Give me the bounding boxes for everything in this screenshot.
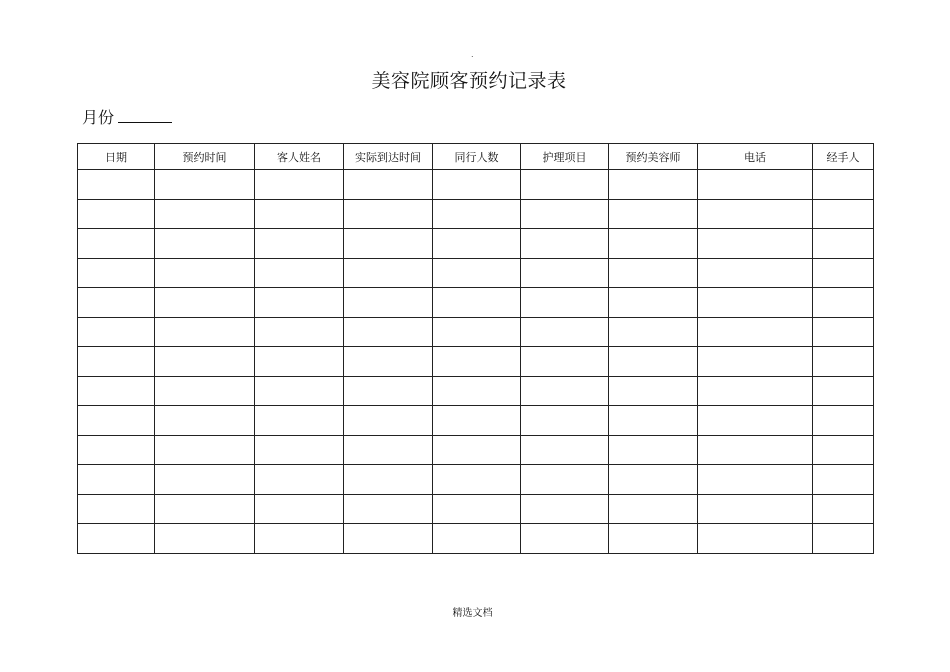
table-cell[interactable]	[155, 406, 255, 436]
table-cell[interactable]	[255, 406, 344, 436]
table-cell[interactable]	[344, 524, 433, 554]
table-row	[78, 465, 874, 495]
table-cell[interactable]	[433, 494, 521, 524]
table-header-row	[78, 144, 874, 170]
table-cell[interactable]	[78, 376, 155, 406]
table-row	[78, 288, 874, 318]
table-cell[interactable]	[433, 524, 521, 554]
table-cell[interactable]	[255, 494, 344, 524]
column-header-beautician: 预约美容师	[609, 144, 698, 170]
table-cell[interactable]	[344, 317, 433, 347]
column-header-arrival-time: 实际到达时间	[344, 144, 433, 170]
table-cell[interactable]	[78, 435, 155, 465]
month-field	[82, 105, 172, 128]
table-cell[interactable]	[433, 229, 521, 259]
table-cell[interactable]	[813, 435, 874, 465]
table-cell[interactable]	[255, 199, 344, 229]
table-cell[interactable]	[521, 229, 609, 259]
table-cell[interactable]	[698, 494, 813, 524]
table-cell[interactable]	[155, 170, 255, 200]
table-cell[interactable]	[609, 258, 698, 288]
month-label: 月份	[82, 108, 115, 127]
column-header-handler: 经手人	[813, 144, 874, 170]
page-title: 美容院顾客预约记录表	[371, 70, 567, 92]
table-cell[interactable]	[609, 435, 698, 465]
table-cell[interactable]	[609, 406, 698, 436]
table-row	[78, 170, 874, 200]
table-cell[interactable]	[255, 170, 344, 200]
table-cell[interactable]	[813, 494, 874, 524]
table-cell[interactable]	[698, 465, 813, 495]
table-cell[interactable]	[698, 435, 813, 465]
table-cell[interactable]	[344, 406, 433, 436]
table-cell[interactable]	[813, 376, 874, 406]
table-row	[78, 406, 874, 436]
table-cell[interactable]	[155, 347, 255, 377]
table-row	[78, 317, 874, 347]
table-cell[interactable]	[521, 406, 609, 436]
table-cell[interactable]	[609, 288, 698, 318]
table-cell[interactable]	[344, 435, 433, 465]
table-cell[interactable]	[698, 258, 813, 288]
table-cell[interactable]	[344, 258, 433, 288]
table-cell[interactable]	[698, 347, 813, 377]
column-header-date: 日期	[78, 144, 155, 170]
table-cell[interactable]	[521, 170, 609, 200]
table-cell[interactable]	[698, 229, 813, 259]
table-cell[interactable]	[344, 376, 433, 406]
table-cell[interactable]	[813, 258, 874, 288]
table-cell[interactable]	[813, 317, 874, 347]
table-cell[interactable]	[813, 288, 874, 318]
table-cell[interactable]	[521, 347, 609, 377]
table-cell[interactable]	[609, 465, 698, 495]
table-cell[interactable]	[255, 317, 344, 347]
column-header-companions: 同行人数	[433, 144, 521, 170]
table-cell[interactable]	[813, 170, 874, 200]
table-cell[interactable]	[609, 229, 698, 259]
table-cell[interactable]	[433, 406, 521, 436]
table-cell[interactable]	[78, 347, 155, 377]
table-row	[78, 376, 874, 406]
table-cell[interactable]	[433, 435, 521, 465]
table-cell[interactable]	[433, 376, 521, 406]
month-blank-line	[118, 108, 172, 123]
table-cell[interactable]	[433, 465, 521, 495]
table-cell[interactable]	[344, 288, 433, 318]
table-cell[interactable]	[255, 465, 344, 495]
table-row	[78, 494, 874, 524]
table-cell[interactable]	[155, 494, 255, 524]
table-cell[interactable]	[255, 376, 344, 406]
table-cell[interactable]	[609, 494, 698, 524]
table-cell[interactable]	[255, 288, 344, 318]
table-cell[interactable]	[698, 199, 813, 229]
table-cell[interactable]	[344, 347, 433, 377]
table-cell[interactable]	[344, 494, 433, 524]
table-cell[interactable]	[78, 524, 155, 554]
table-cell[interactable]	[609, 524, 698, 554]
table-cell[interactable]	[433, 258, 521, 288]
table-row	[78, 229, 874, 259]
table-cell[interactable]	[155, 524, 255, 554]
table-body	[78, 170, 874, 554]
table-cell[interactable]	[698, 524, 813, 554]
table-cell[interactable]	[78, 258, 155, 288]
table-cell[interactable]	[255, 524, 344, 554]
table-cell[interactable]	[155, 317, 255, 347]
table-cell[interactable]	[155, 465, 255, 495]
table-cell[interactable]	[521, 435, 609, 465]
table-cell[interactable]	[78, 229, 155, 259]
table-cell[interactable]	[521, 258, 609, 288]
table-cell[interactable]	[155, 229, 255, 259]
column-header-treatment: 护理项目	[521, 144, 609, 170]
table-cell[interactable]	[78, 465, 155, 495]
column-header-appointment-time: 预约时间	[155, 144, 255, 170]
table-cell[interactable]	[255, 435, 344, 465]
table-cell[interactable]	[155, 435, 255, 465]
table-row	[78, 347, 874, 377]
table-cell[interactable]	[698, 317, 813, 347]
table-row	[78, 258, 874, 288]
table-row	[78, 524, 874, 554]
table-cell[interactable]	[813, 524, 874, 554]
top-mark: .	[471, 50, 474, 59]
table-cell[interactable]	[698, 170, 813, 200]
table-cell[interactable]	[609, 317, 698, 347]
table-cell[interactable]	[813, 406, 874, 436]
table-cell[interactable]	[255, 229, 344, 259]
table-cell[interactable]	[78, 406, 155, 436]
table-cell[interactable]	[609, 170, 698, 200]
table-cell[interactable]	[433, 199, 521, 229]
table-cell[interactable]	[521, 376, 609, 406]
table-cell[interactable]	[155, 199, 255, 229]
table-cell[interactable]	[255, 258, 344, 288]
table-cell[interactable]	[78, 170, 155, 200]
table-cell[interactable]	[698, 406, 813, 436]
table-cell[interactable]	[344, 199, 433, 229]
table-cell[interactable]	[155, 376, 255, 406]
table-cell[interactable]	[155, 258, 255, 288]
table-cell[interactable]	[698, 376, 813, 406]
table-cell[interactable]	[433, 170, 521, 200]
table-cell[interactable]	[698, 288, 813, 318]
table-cell[interactable]	[78, 494, 155, 524]
table-cell[interactable]	[813, 229, 874, 259]
table-cell[interactable]	[521, 199, 609, 229]
table-cell[interactable]	[813, 465, 874, 495]
table-cell[interactable]	[521, 524, 609, 554]
column-header-phone: 电话	[698, 144, 813, 170]
table-cell[interactable]	[521, 317, 609, 347]
appointment-record-table	[77, 143, 874, 554]
table-cell[interactable]	[78, 317, 155, 347]
table-cell[interactable]	[344, 229, 433, 259]
table-cell[interactable]	[78, 199, 155, 229]
table-row	[78, 199, 874, 229]
table-cell[interactable]	[433, 288, 521, 318]
table-cell[interactable]	[521, 465, 609, 495]
table-row	[78, 435, 874, 465]
table-cell[interactable]	[521, 494, 609, 524]
table-cell[interactable]	[433, 347, 521, 377]
footer-text: 精选文档	[452, 608, 493, 619]
table-cell[interactable]	[521, 288, 609, 318]
column-header-guest-name: 客人姓名	[255, 144, 344, 170]
table-cell[interactable]	[433, 317, 521, 347]
table-cell[interactable]	[813, 347, 874, 377]
table-cell[interactable]	[344, 170, 433, 200]
table-cell[interactable]	[78, 288, 155, 318]
table-cell[interactable]	[609, 347, 698, 377]
table-cell[interactable]	[609, 199, 698, 229]
table-cell[interactable]	[155, 288, 255, 318]
table-cell[interactable]	[344, 465, 433, 495]
table-cell[interactable]	[813, 199, 874, 229]
table-cell[interactable]	[255, 347, 344, 377]
table-cell[interactable]	[609, 376, 698, 406]
